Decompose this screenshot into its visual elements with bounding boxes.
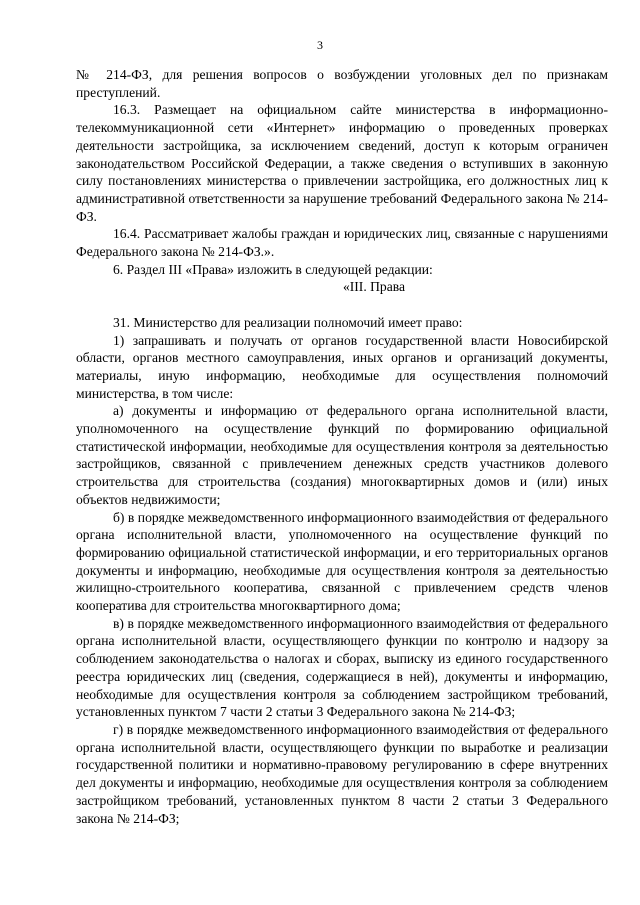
paragraph: 31. Министерство для реализации полномочий имеет право: [113, 314, 463, 330]
page-number: 3 [317, 38, 323, 52]
paragraph: 16.3. Размещает на официальном сайте министерства в информационно-телекоммуникационной сети «Интернет» информацию о проведенных проверках деятельности застройщика, за исключением сведений, доступ к которым ограничен законодательством Российской Федерации, а также сведения о вступивших в законную силу постановлениях министерства о привлечении застройщика, его должностных лиц к административной ответственности за нарушение требований Федерального закона № 214-ФЗ. [76, 102, 608, 224]
paragraph: № 214-ФЗ, для решения вопросов о возбуждении уголовных дел по признакам преступлений. [76, 67, 608, 100]
paragraph: 6. Раздел III «Права» изложить в следующей редакции: [113, 261, 433, 277]
paragraph: а) документы и информацию от федерального органа исполнительной власти, уполномоченного на осуществление функций по формированию официальной статистической информации, необходимые для осуществления контроля за деятельностью застройщиков, связанной с привлечением денежных средств участников долевого строительства для строительства (создания) многоквартирных домов и (или) иных объектов недвижимости; [76, 403, 608, 507]
paragraph: в) в порядке межведомственного информационного взаимодействия от федерального органа исполнительной власти, осуществляющего функции по контролю и надзору за соблюдением законодательства о налогах и сборах, выписку из единого государственного реестра юридических лиц (сведения, содержащиеся в ней), документы и информацию, необходимые для осуществления контроля за соблюдением застройщиком требований, установленных пунктом 7 части 2 статьи 3 Федерального закона № 214-ФЗ; [76, 615, 608, 720]
paragraph: г) в порядке межведомственного информационного взаимодействия от федерального органа исполнительной власти, осуществляющего функции по выработке и реализации государственной политики и нормативно-правовому регулированию в сфере внутренних дел документы и информацию, необходимые для осуществления контроля за соблюдением застройщиком требований, установленных пунктом 8 части 2 статьи 3 Федерального закона № 214-ФЗ; [76, 722, 608, 826]
document-body [76, 66, 608, 827]
paragraph: 1) запрашивать и получать от органов государственной власти Новосибирской области, органов местного самоуправления, иных органов и организаций документы, материалы, иную информацию, необходимые для осуществления полномочий министерства, в том числе: [76, 332, 608, 401]
paragraph: 16.4. Рассматривает жалобы граждан и юридических лиц, связанные с нарушениями Федерального закона № 214-ФЗ.». [76, 226, 608, 260]
paragraph: б) в порядке межведомственного информационного взаимодействия от федерального органа исполнительной власти, уполномоченного на осуществление функций по формированию официальной статистической информации, и его территориальных органов документы и информацию, необходимые для осуществления контроля за деятельностью жилищно-строительного кооператива, связанной с привлечением средств членов кооператива для строительства многоквартирного дома; [76, 509, 608, 614]
blank-line [76, 296, 608, 314]
section-heading: «III. Права [342, 279, 406, 295]
